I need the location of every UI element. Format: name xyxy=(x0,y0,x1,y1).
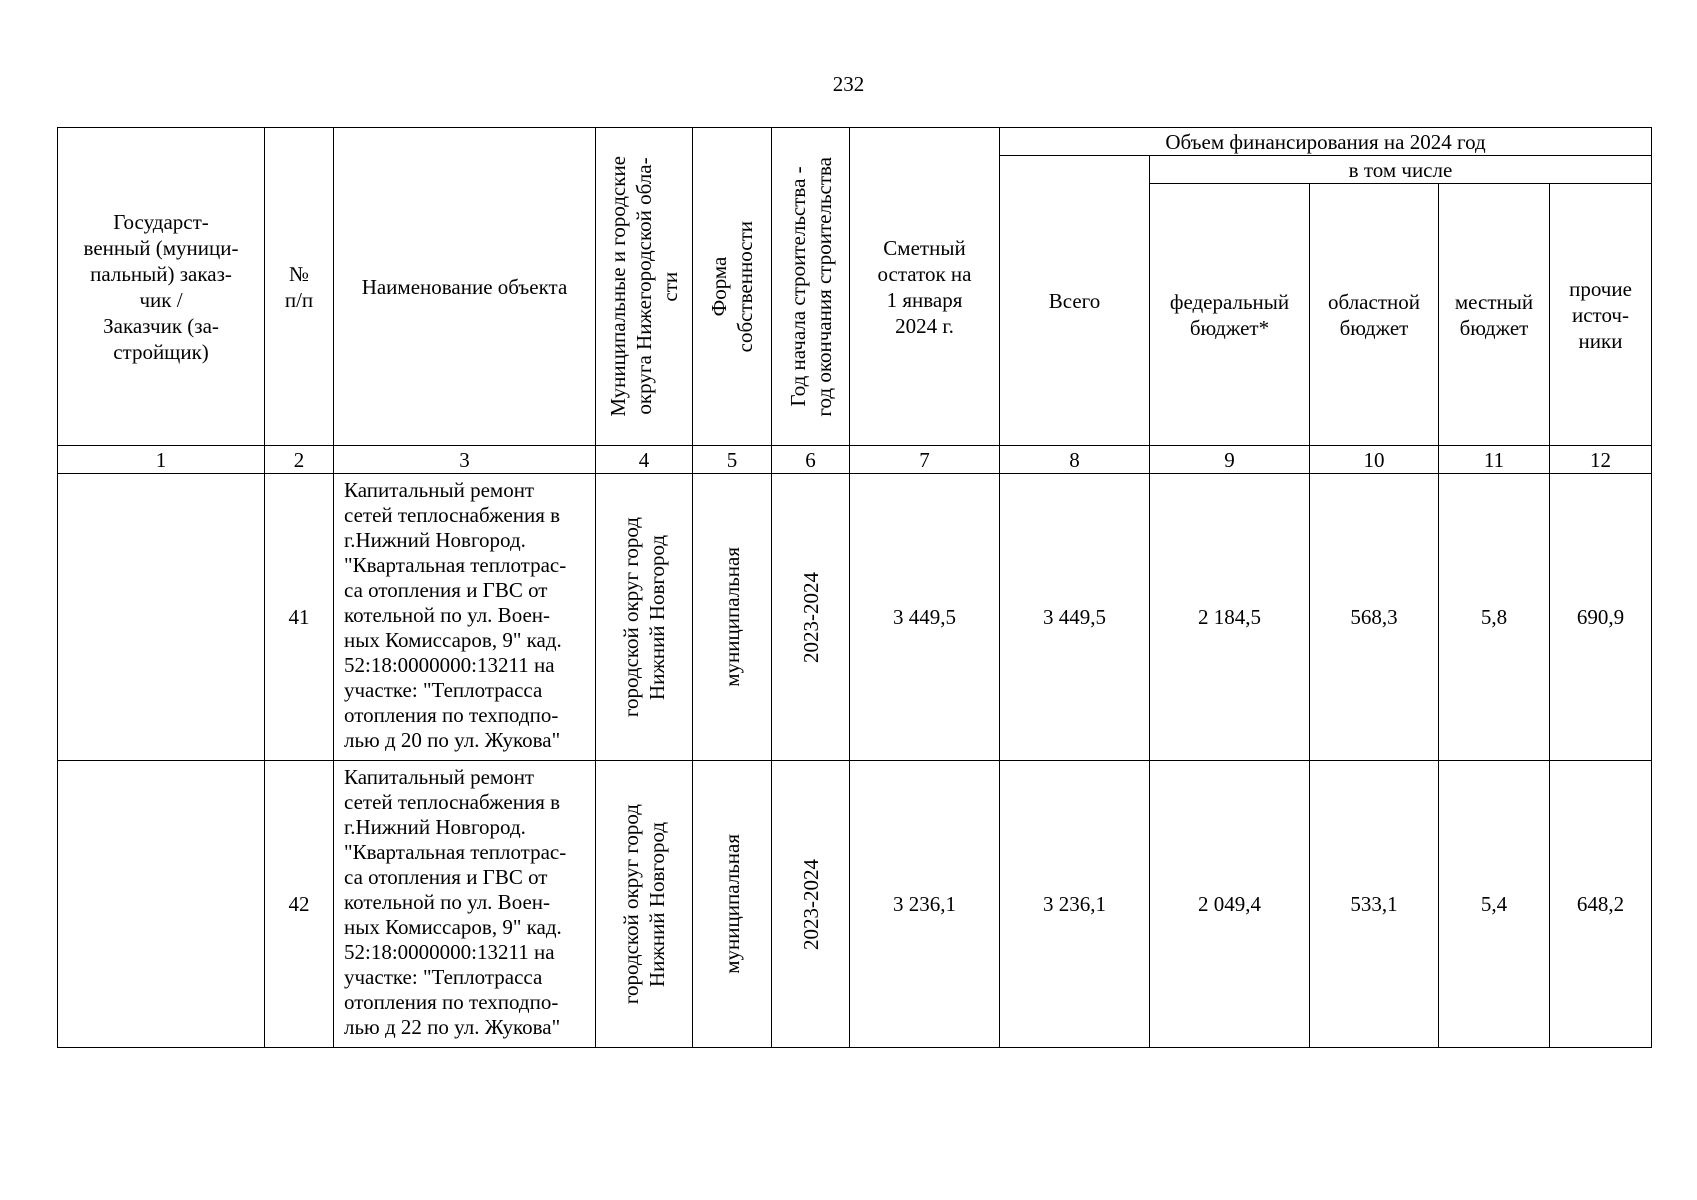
column-number: 4 xyxy=(596,446,693,474)
cell-regional: 568,3 xyxy=(1310,474,1439,761)
table-row xyxy=(58,474,1652,761)
cell-object-name: Капитальный ремонт сетей теплоснабжения в г.Нижний Новгород. "Квартальная теплотрас- са отопления и ГВС от котельной по ул. Воен- ных Комиссаров, 9" кад. 52:18:0000000:13211 на участке: "Теплотрасса отопления по техподпо- лью д 20 по ул. Жукова" xyxy=(334,474,596,761)
column-number: 10 xyxy=(1310,446,1439,474)
cell-local: 5,8 xyxy=(1439,474,1550,761)
header-federal: федеральный бюджет* xyxy=(1150,184,1310,446)
header-municipalities: Муниципальные и городские округа Нижегородской обла- сти xyxy=(596,128,693,446)
cell-local: 5,4 xyxy=(1439,761,1550,1048)
cell-estimate: 3 449,5 xyxy=(850,474,1000,761)
column-number: 12 xyxy=(1550,446,1652,474)
column-number: 1 xyxy=(58,446,265,474)
cell-years: 2023-2024 xyxy=(772,761,850,1048)
column-number: 2 xyxy=(265,446,334,474)
cell-regional: 533,1 xyxy=(1310,761,1439,1048)
cell-customer xyxy=(58,474,265,761)
cell-ownership: муниципальная xyxy=(693,474,772,761)
cell-other: 648,2 xyxy=(1550,761,1652,1048)
column-number: 7 xyxy=(850,446,1000,474)
header-object-name: Наименование объекта xyxy=(334,128,596,446)
cell-estimate: 3 236,1 xyxy=(850,761,1000,1048)
column-number: 6 xyxy=(772,446,850,474)
cell-object-name: Капитальный ремонт сетей теплоснабжения в г.Нижний Новгород. "Квартальная теплотрас- са отопления и ГВС от котельной по ул. Воен- ных Комиссаров, 9" кад. 52:18:0000000:13211 на участке: "Теплотрасса отопления по техподпо- лью д 22 по ул. Жукова" xyxy=(334,761,596,1048)
cell-customer xyxy=(58,761,265,1048)
header-total: Всего xyxy=(1000,156,1150,446)
header-local: местный бюджет xyxy=(1439,184,1550,446)
column-number: 9 xyxy=(1150,446,1310,474)
header-estimate: Сметный остаток на 1 января 2024 г. xyxy=(850,128,1000,446)
table-row xyxy=(58,761,1652,1048)
header-customer: Государст- венный (муници- пальный) заказ- чик / Заказчик (за- стройщик) xyxy=(58,128,265,446)
cell-federal: 2 184,5 xyxy=(1150,474,1310,761)
column-numbers-row xyxy=(58,446,1652,474)
cell-number: 42 xyxy=(265,761,334,1048)
header-including: в том числе xyxy=(1150,156,1652,184)
cell-other: 690,9 xyxy=(1550,474,1652,761)
page-number: 232 xyxy=(832,72,865,96)
table-header xyxy=(58,128,1652,446)
cell-number: 41 xyxy=(265,474,334,761)
header-other: прочие источ- ники xyxy=(1550,184,1652,446)
header-ownership: Форма собственности xyxy=(693,128,772,446)
cell-ownership: муниципальная xyxy=(693,761,772,1048)
header-financing-group: Объем финансирования на 2024 год xyxy=(1000,128,1652,156)
header-number: № п/п xyxy=(265,128,334,446)
cell-total: 3 449,5 xyxy=(1000,474,1150,761)
header-regional: областной бюджет xyxy=(1310,184,1439,446)
column-number: 5 xyxy=(693,446,772,474)
cell-municipality: городской округ город Нижний Новгород xyxy=(596,474,693,761)
column-number: 8 xyxy=(1000,446,1150,474)
column-number: 3 xyxy=(334,446,596,474)
column-number: 11 xyxy=(1439,446,1550,474)
cell-total: 3 236,1 xyxy=(1000,761,1150,1048)
cell-federal: 2 049,4 xyxy=(1150,761,1310,1048)
financing-table xyxy=(57,127,1652,1048)
cell-municipality: городской округ город Нижний Новгород xyxy=(596,761,693,1048)
cell-years: 2023-2024 xyxy=(772,474,850,761)
header-years: Год начала строительства - год окончания строительства xyxy=(772,128,850,446)
